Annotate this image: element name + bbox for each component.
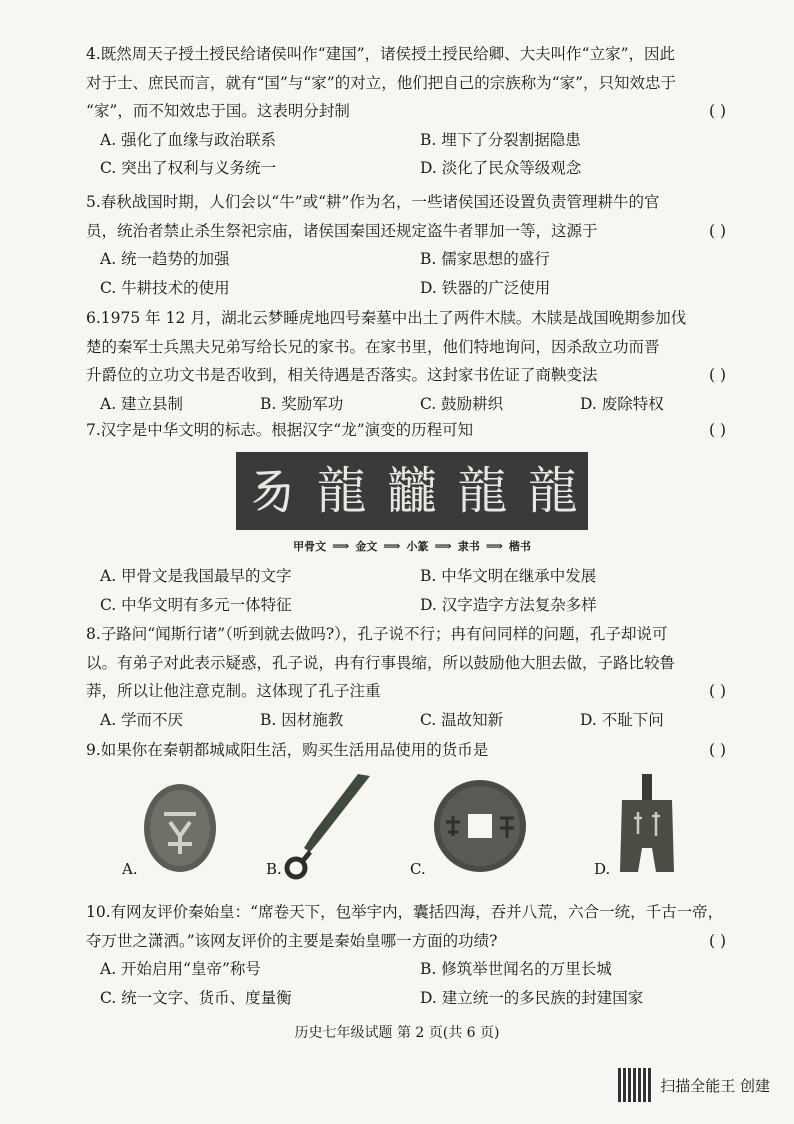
coin-label-d: D. <box>594 860 611 878</box>
q8-stem: 8.子路问“闻斯行诸”（听到就去做吗?），孔子说不行；冉有问同样的问题，孔子却说可 以。有弟子对此表示疑惑，孔子说，冉有行事畏缩，所以鼓励他大胆去做，子路比较鲁 莽，所以让他注意克制。这体现了孔子注重 ( ) <box>86 620 726 706</box>
question-8 <box>86 620 726 734</box>
option: A. 统一趋势的加强 <box>100 250 230 268</box>
q4-stem: 4.既然周天子授土授民给诸侯叫作“建国”，诸侯授土授民给卿、大夫叫作“立家”，因此 对于士、庶民而言，就有“国”与“家”的对立，他们把自己的宗族称为“家”，只知效忠于 “家”，而不知效忠于国。这表明分封制 ( ) <box>86 40 726 126</box>
q4-options <box>86 126 726 183</box>
option: C. 温故知新 <box>420 710 504 729</box>
q8-options <box>86 706 726 735</box>
arrow-icon: ⟹ <box>434 539 452 553</box>
option: B. 中华文明在继承中发展 <box>420 567 597 585</box>
q9-stem: 9.如果你在秦朝都城咸阳生活，购买生活用品使用的货币是 ( ) <box>86 736 726 765</box>
page-footer: 历史七年级试题 第 2 页(共 6 页) <box>294 1025 500 1041</box>
option: B. 奖励军功 <box>260 394 344 413</box>
option: B. 因材施教 <box>260 710 344 729</box>
option: C. 牛耕技术的使用 <box>100 278 230 297</box>
question-4 <box>86 40 726 183</box>
q6-stem: 6.1975 年 12 月，湖北云梦睡虎地四号秦墓中出土了两件木牍。木牍是战国晚期参加伐 楚的秦军士兵黑夫兄弟写给长兄的家书。在家书里，他们特地询问，因杀敌立功而晋 升爵位的立功文书是否收到，相关待遇是否落实。这封家书佐证了商鞅变法 ( ) <box>86 304 726 390</box>
option: B. 埋下了分裂割据隐患 <box>420 130 581 149</box>
spade-coin-icon <box>612 772 682 878</box>
coin-label-c: C. <box>410 860 426 878</box>
answer-paren: ( ) <box>708 931 726 950</box>
option: C. 统一文字、货币、度量衡 <box>100 988 292 1007</box>
coin-label-b: B. <box>266 860 282 878</box>
answer-paren: ( ) <box>708 221 726 240</box>
option: D. 废除特权 <box>580 394 664 413</box>
q6-options <box>86 390 726 419</box>
arrow-icon: ⟹ <box>383 539 401 553</box>
option: C. 中华文明有多元一体特征 <box>100 595 292 614</box>
option: C. 鼓励耕织 <box>420 394 504 413</box>
option: D. 建立统一的多民族的封建国家 <box>420 988 644 1007</box>
dragon-glyph-regular: 龍 <box>527 462 578 520</box>
option: A. 开始启用“皇帝”称号 <box>100 960 261 978</box>
ant-nose-coin-icon <box>140 780 220 876</box>
question-10 <box>86 898 726 1012</box>
option: A. 甲骨文是我国最早的文字 <box>100 567 292 585</box>
dragon-glyph-oracle: 𠃓 <box>246 462 297 520</box>
q7-options <box>86 562 726 619</box>
script-evolution-caption: 甲骨文 ⟹ 金文 ⟹ 小篆 ⟹ 隶书 ⟹ 楷书 <box>293 539 531 553</box>
option: C. 突出了权利与义务统一 <box>100 159 277 177</box>
question-5 <box>86 188 726 302</box>
arrow-icon: ⟹ <box>332 539 350 553</box>
question-7-options <box>86 562 726 619</box>
option: D. 铁器的广泛使用 <box>420 278 551 297</box>
q5-options <box>86 245 726 302</box>
option: D. 不耻下问 <box>580 710 664 729</box>
dragon-evolution-figure <box>236 452 588 554</box>
answer-paren: ( ) <box>708 741 726 759</box>
knife-coin-icon <box>280 772 380 882</box>
option: A. 学而不厌 <box>100 710 184 729</box>
qr-code-icon <box>618 1068 652 1102</box>
coin-label-a: A. <box>122 860 138 878</box>
question-9 <box>86 736 726 765</box>
answer-paren: ( ) <box>708 421 726 439</box>
banliang-coin-icon <box>430 776 530 876</box>
scanner-watermark: 扫描全能王 创建 <box>618 1068 770 1102</box>
dragon-glyph-seal: 龖 <box>386 462 437 520</box>
coin-options <box>100 772 720 882</box>
option: B. 儒家思想的盛行 <box>420 250 550 268</box>
arrow-icon: ⟹ <box>485 539 503 553</box>
dragon-glyph-bronze: 龍 <box>316 462 367 520</box>
option: D. 汉字造字方法复杂多样 <box>420 595 597 614</box>
answer-paren: ( ) <box>708 366 726 384</box>
q10-stem: 10.有网友评价秦始皇：“席卷天下，包举宇内，囊括四海，吞并八荒，六合一统，千古一帝， 夺万世之潇洒。”该网友评价的主要是秦始皇哪一方面的功绩? ( ) <box>86 898 726 955</box>
answer-paren: ( ) <box>708 102 726 120</box>
option: D. 淡化了民众等级观念 <box>420 159 582 177</box>
answer-paren: ( ) <box>708 682 726 700</box>
question-6 <box>86 304 726 418</box>
dragon-glyph-strip <box>236 452 588 530</box>
question-7 <box>86 416 726 445</box>
option: A. 强化了血缘与政治联系 <box>100 130 277 149</box>
dragon-glyph-clerical: 龍 <box>457 462 508 520</box>
option: A. 建立县制 <box>100 394 184 413</box>
option: B. 修筑举世闻名的万里长城 <box>420 960 612 978</box>
q5-stem: 5.春秋战国时期，人们会以“牛”或“耕”作为名，一些诸侯国还设置负责管理耕牛的官 员，统治者禁止杀生祭祀宗庙，诸侯国秦国还规定盗牛者罪加一等，这源于 ( ) <box>86 188 726 245</box>
q7-stem: 7.汉字是中华文明的标志。根据汉字“龙”演变的历程可知 ( ) <box>86 416 726 445</box>
q10-options <box>86 955 726 1012</box>
